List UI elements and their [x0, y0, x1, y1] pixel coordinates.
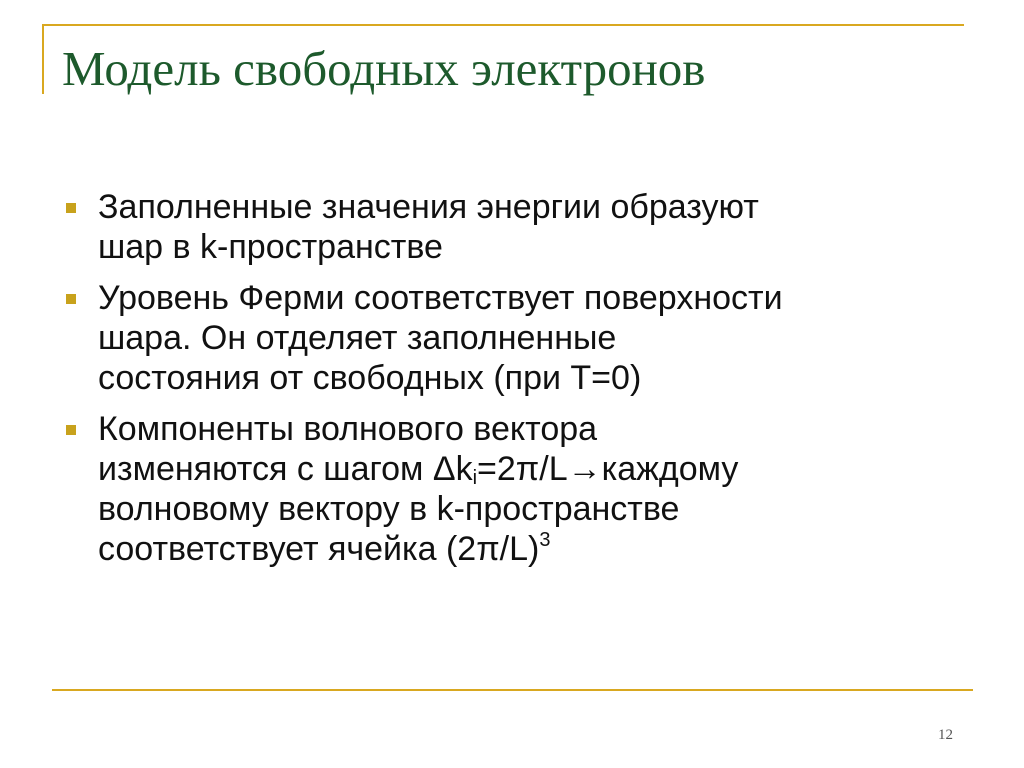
- left-border-line: [42, 24, 44, 94]
- text-segment: соответствует ячейка (2π/L): [98, 530, 540, 568]
- bullet-text-line: Уровень Ферми соответствует поверхности: [98, 279, 783, 317]
- page-number: 12: [938, 727, 953, 743]
- bullet-text-line: шара. Он отделяет заполненные: [98, 319, 617, 357]
- text-segment: изменяются с шагом Δk: [98, 450, 473, 488]
- bullet-text-line: Заполненные значения энергии образуют: [98, 188, 759, 226]
- slide-title: Модель свободных электронов: [62, 41, 706, 96]
- superscript-exponent: 3: [539, 529, 551, 551]
- top-border-line: [42, 24, 964, 26]
- bottom-border-line: [52, 689, 973, 691]
- square-bullet-icon: [66, 294, 76, 304]
- bullet-text-line: волновому вектору в k-пространстве: [98, 490, 680, 528]
- bullet-text-line: Компоненты волнового вектора: [98, 410, 598, 448]
- bullet-text-line-with-superscript: [98, 529, 1024, 569]
- square-bullet-icon: [66, 203, 76, 213]
- text-segment: =2π/L→каждому: [477, 450, 739, 488]
- bullet-item-fermi-level: [0, 278, 1024, 398]
- bullet-text-line: шар в k-пространстве: [98, 228, 443, 266]
- bullet-text-line: состояния от свободных (при T=0): [98, 359, 642, 397]
- subscript-index: i: [472, 467, 478, 489]
- square-bullet-icon: [66, 425, 76, 435]
- bullet-item-filled-sphere: [0, 187, 1024, 267]
- bullet-item-wave-vector: [0, 409, 1024, 569]
- bullet-list: [0, 187, 1024, 580]
- bullet-text-line-with-subscript: [98, 449, 1024, 489]
